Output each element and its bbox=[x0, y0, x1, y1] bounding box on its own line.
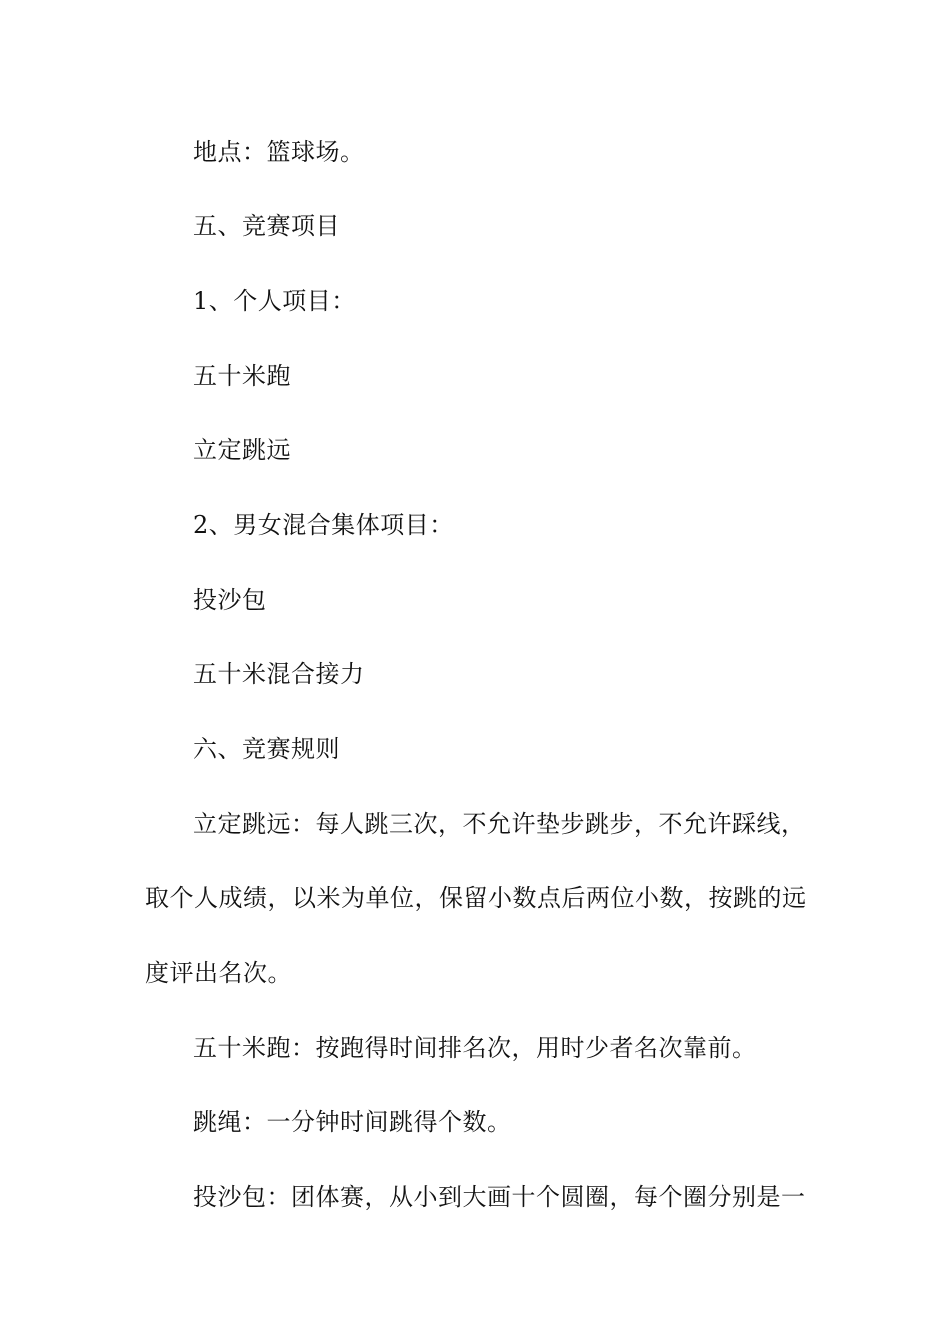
event-item-standing-long-jump: 立定跳远 bbox=[193, 436, 291, 464]
subheading-mixed-team-events: 2、男女混合集体项目： bbox=[193, 511, 454, 539]
event-item-50m-run: 五十米跑 bbox=[193, 362, 291, 390]
rule-jump-rope: 跳绳：一分钟时间跳得个数。 bbox=[193, 1108, 512, 1136]
venue-line: 地点：篮球场。 bbox=[193, 138, 365, 166]
event-item-50m-mixed-relay: 五十米混合接力 bbox=[193, 660, 365, 688]
section-heading-rules: 六、竞赛规则 bbox=[193, 735, 340, 763]
rule-sandbag-throw-line-1: 投沙包：团体赛，从小到大画十个圆圈，每个圈分别是一 bbox=[193, 1183, 806, 1211]
event-item-sandbag-throw: 投沙包 bbox=[193, 586, 267, 614]
rule-long-jump-line-3: 度评出名次。 bbox=[145, 959, 292, 987]
rule-long-jump-line-2: 取个人成绩，以米为单位，保留小数点后两位小数，按跳的远 bbox=[145, 884, 807, 912]
rule-long-jump-line-1: 立定跳远：每人跳三次，不允许垫步跳步，不允许踩线， bbox=[193, 810, 806, 838]
subheading-individual-events: 1、个人项目： bbox=[193, 287, 356, 315]
section-heading-events: 五、竞赛项目 bbox=[193, 212, 340, 240]
rule-50m-run: 五十米跑：按跑得时间排名次，用时少者名次靠前。 bbox=[193, 1034, 757, 1062]
